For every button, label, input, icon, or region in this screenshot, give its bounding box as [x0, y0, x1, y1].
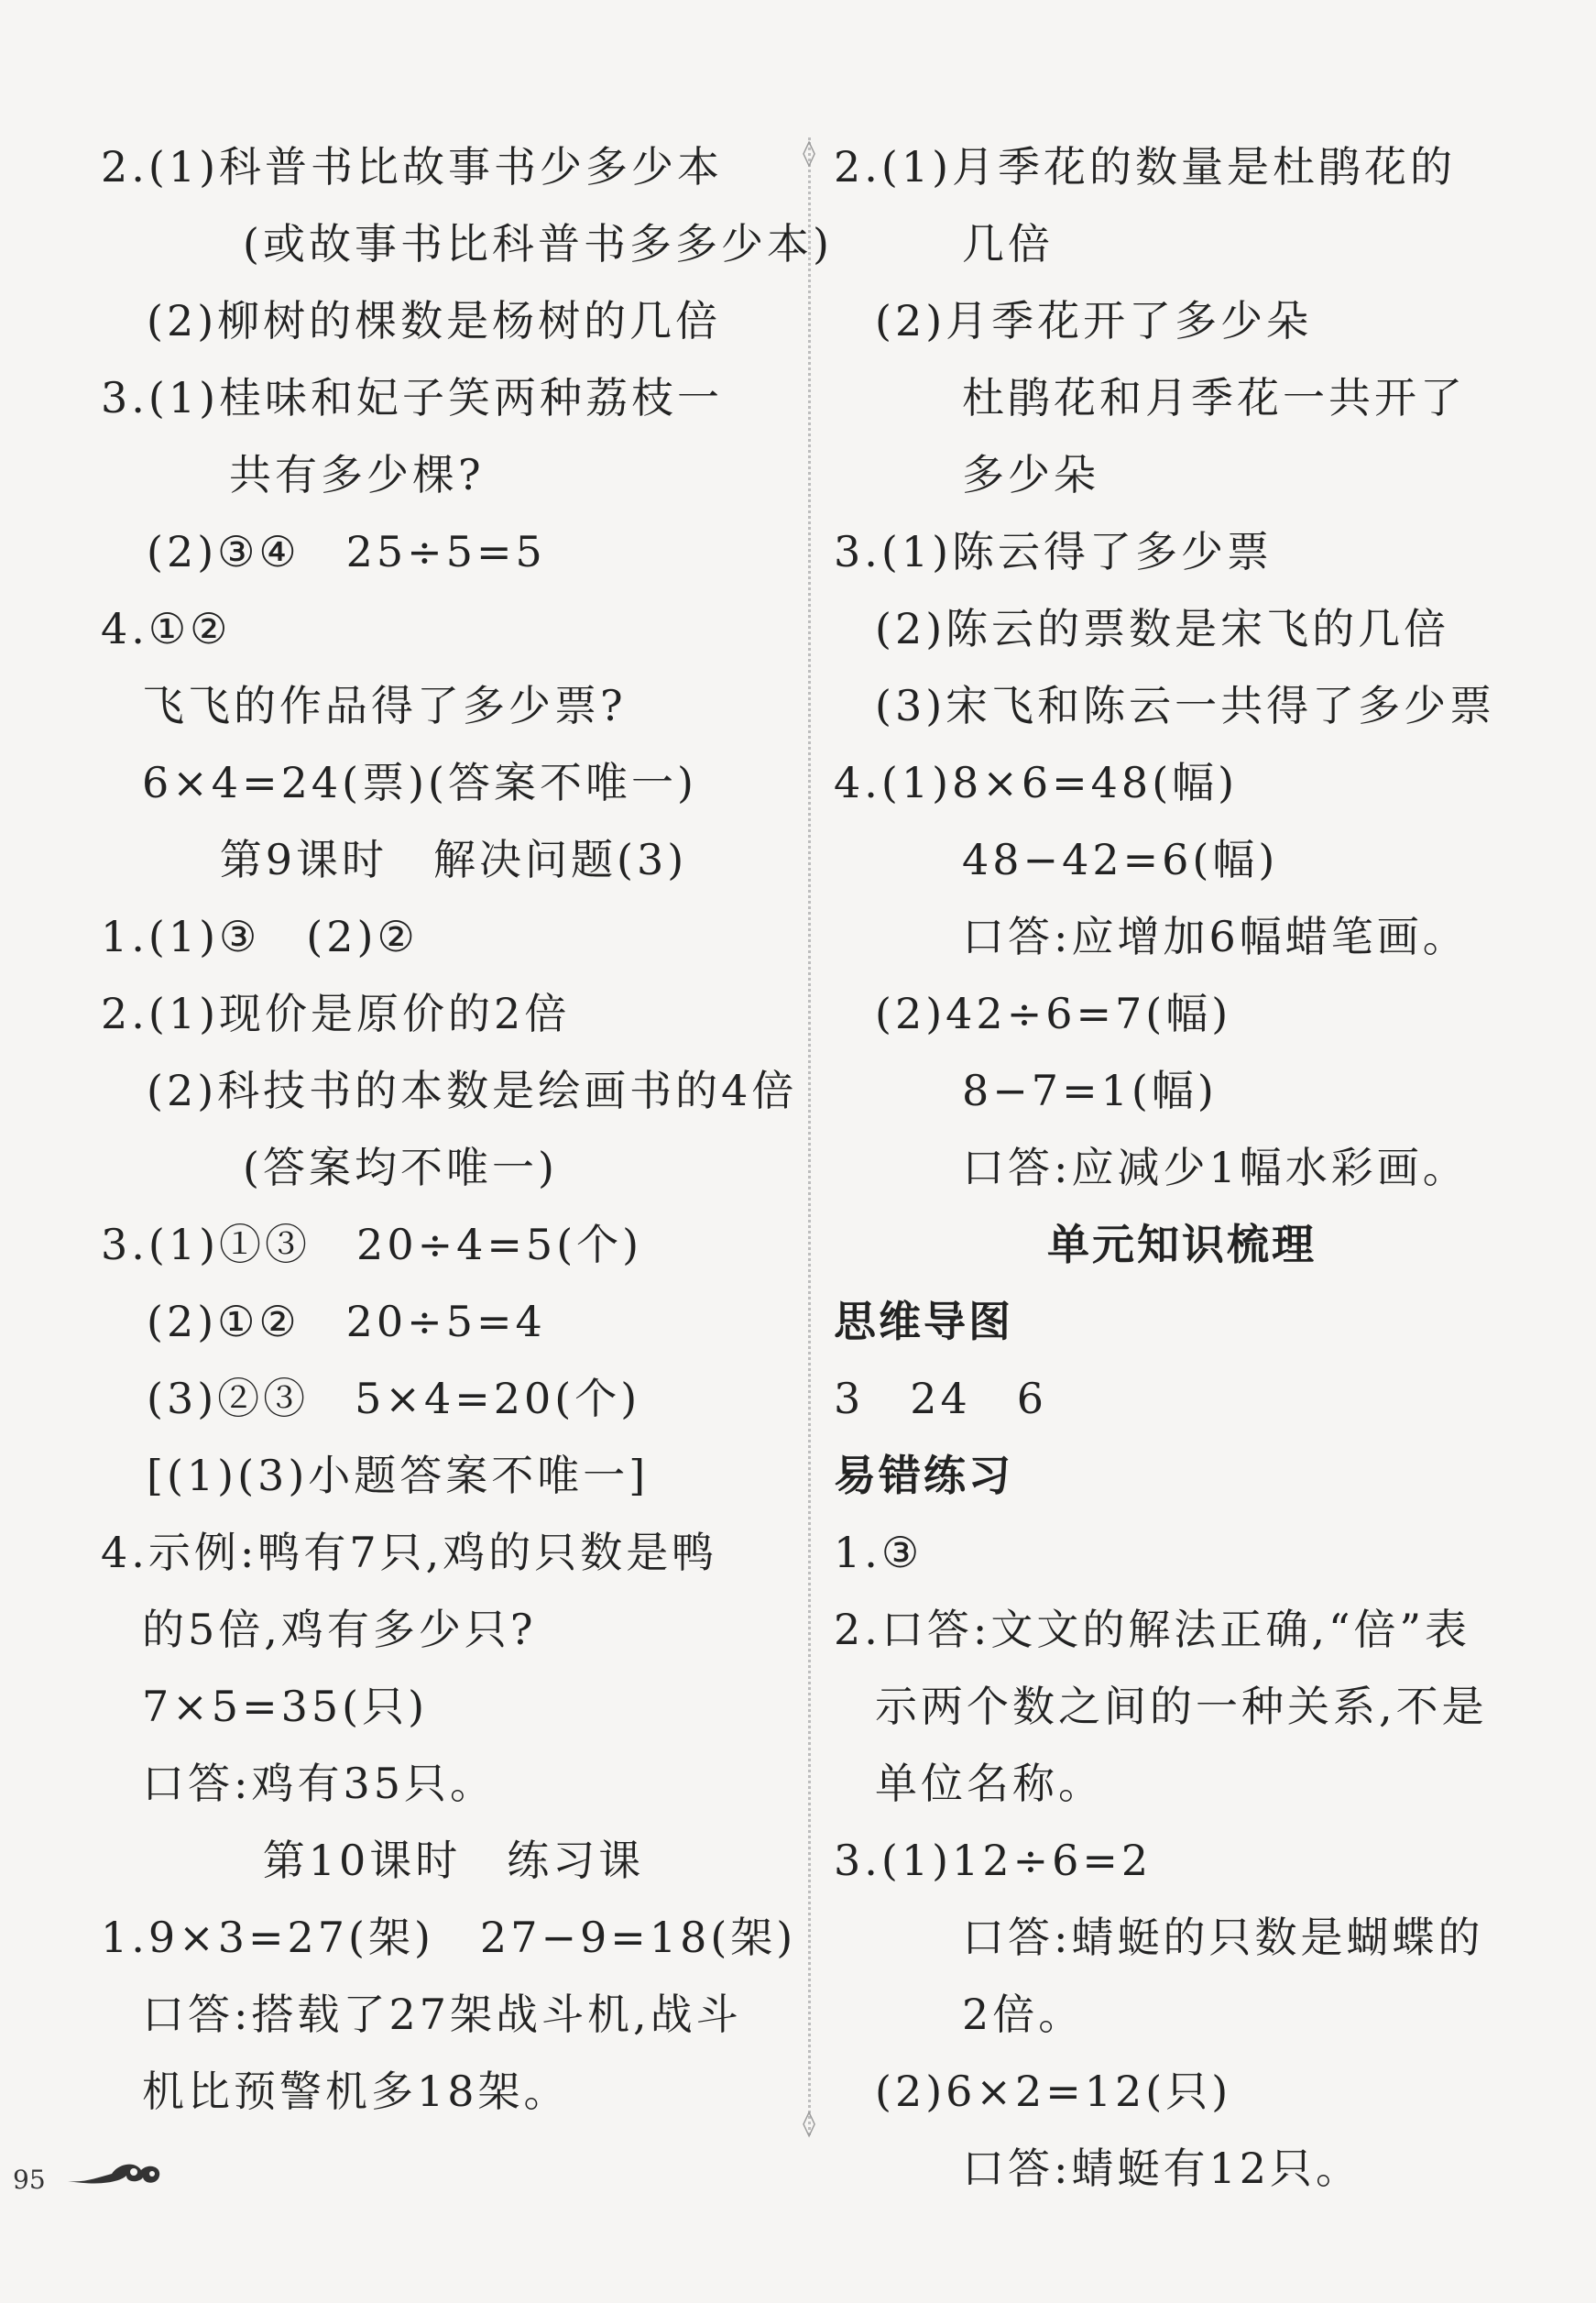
answer-line: [(1)(3)小题答案不唯一] — [147, 1451, 650, 1500]
answer-line: 2.(1)月季花的数量是杜鹃花的 — [834, 142, 1457, 192]
answer-line: 48−42=6(幅) — [962, 835, 1279, 884]
lesson-heading: 第10课时 练习课 — [262, 1836, 645, 1885]
left-column — [101, 128, 833, 2130]
answer-line: (2)6×2=12(只) — [875, 2067, 1232, 2116]
answer-line: (3)②③ 5×4=20(个) — [147, 1374, 641, 1423]
answer-line: 单位名称。 — [875, 1759, 1104, 1808]
answer-line: (2)陈云的票数是宋飞的几倍 — [875, 604, 1450, 653]
lesson-heading: 第9课时 解决问题(3) — [219, 835, 688, 884]
answer-line: 2.口答:文文的解法正确,“倍”表 — [834, 1605, 1471, 1654]
answer-line: (2)③④ 25÷5=5 — [147, 527, 546, 576]
answer-line: 口答:应增加6幅蜡笔画。 — [962, 912, 1469, 961]
answer-line: (2)科技书的本数是绘画书的4倍 — [147, 1066, 798, 1115]
answer-line: 口答:蜻蜓的只数是蝴蝶的 — [962, 1913, 1484, 1962]
answer-line: (或故事书比科普书多多少本) — [243, 219, 833, 269]
answer-line: 口答:应减少1幅水彩画。 — [962, 1143, 1469, 1192]
answer-line: 几倍 — [962, 219, 1054, 269]
column-divider — [808, 137, 811, 2135]
answer-line: 4.示例:鸭有7只,鸡的只数是鸭 — [101, 1528, 718, 1577]
answer-line: (3)宋飞和陈云一共得了多少票 — [875, 681, 1496, 730]
answer-line: 多少朵 — [962, 450, 1099, 499]
answer-line: 3.(1)①③ 20÷4=5(个) — [101, 1220, 643, 1269]
answer-line: 口答:鸡有35只。 — [142, 1759, 497, 1808]
section-heading: 思维导图 — [834, 1297, 1013, 1346]
divider-ornament-icon: ◊ — [803, 137, 815, 168]
answer-line: 共有多少棵? — [229, 450, 485, 499]
answer-line: 2倍。 — [962, 1990, 1085, 2039]
answer-line: (答案均不唯一) — [243, 1143, 558, 1192]
answer-line: 机比预警机多18架。 — [142, 2067, 570, 2116]
answer-line: 4.①② — [101, 604, 232, 653]
answer-line: 口答:蜻蜓有12只。 — [962, 2144, 1362, 2193]
unit-review-heading: 单元知识梳理 — [1047, 1220, 1317, 1269]
answer-line: 2.(1)现价是原价的2倍 — [101, 989, 571, 1038]
answer-line: 3.(1)桂味和妃子笑两种荔枝一 — [101, 373, 724, 422]
answer-line: 1.(1)③ (2)② — [101, 912, 419, 961]
answer-line: (2)柳树的棵数是杨树的几倍 — [147, 296, 722, 345]
answer-line: (2)月季花开了多少朵 — [875, 296, 1313, 345]
answer-line: 口答:搭载了27架战斗机,战斗 — [142, 1990, 742, 2039]
answer-line: 3.(1)陈云得了多少票 — [834, 527, 1274, 576]
answer-line: 飞飞的作品得了多少票? — [142, 681, 627, 730]
answer-line: 3 24 6 — [834, 1374, 1048, 1423]
cloud-ornament-icon — [66, 2155, 167, 2192]
divider-ornament-icon: ◊ — [803, 2108, 815, 2138]
answer-line: 3.(1)12÷6=2 — [834, 1836, 1153, 1885]
answer-line: 7×5=35(只) — [142, 1682, 429, 1731]
answer-line: 1.③ — [834, 1528, 924, 1577]
answer-line: 杜鹃花和月季花一共开了 — [962, 373, 1466, 422]
answer-line: 示两个数之间的一种关系,不是 — [875, 1682, 1488, 1731]
answer-line: 1.9×3=27(架) 27−9=18(架) — [101, 1913, 797, 1962]
page-number: 95 — [13, 2165, 46, 2195]
answer-line: 4.(1)8×6=48(幅) — [834, 758, 1239, 807]
section-heading: 易错练习 — [834, 1451, 1013, 1500]
right-column — [834, 128, 1530, 2207]
answer-line: 6×4=24(票)(答案不唯一) — [142, 758, 697, 807]
answer-line: 8−7=1(幅) — [962, 1066, 1218, 1115]
answer-line: (2)①② 20÷5=4 — [147, 1297, 546, 1346]
answer-line: (2)42÷6=7(幅) — [875, 989, 1232, 1038]
answer-line: 的5倍,鸡有多少只? — [142, 1605, 537, 1654]
answer-line: 2.(1)科普书比故事书少多少本 — [101, 142, 724, 192]
